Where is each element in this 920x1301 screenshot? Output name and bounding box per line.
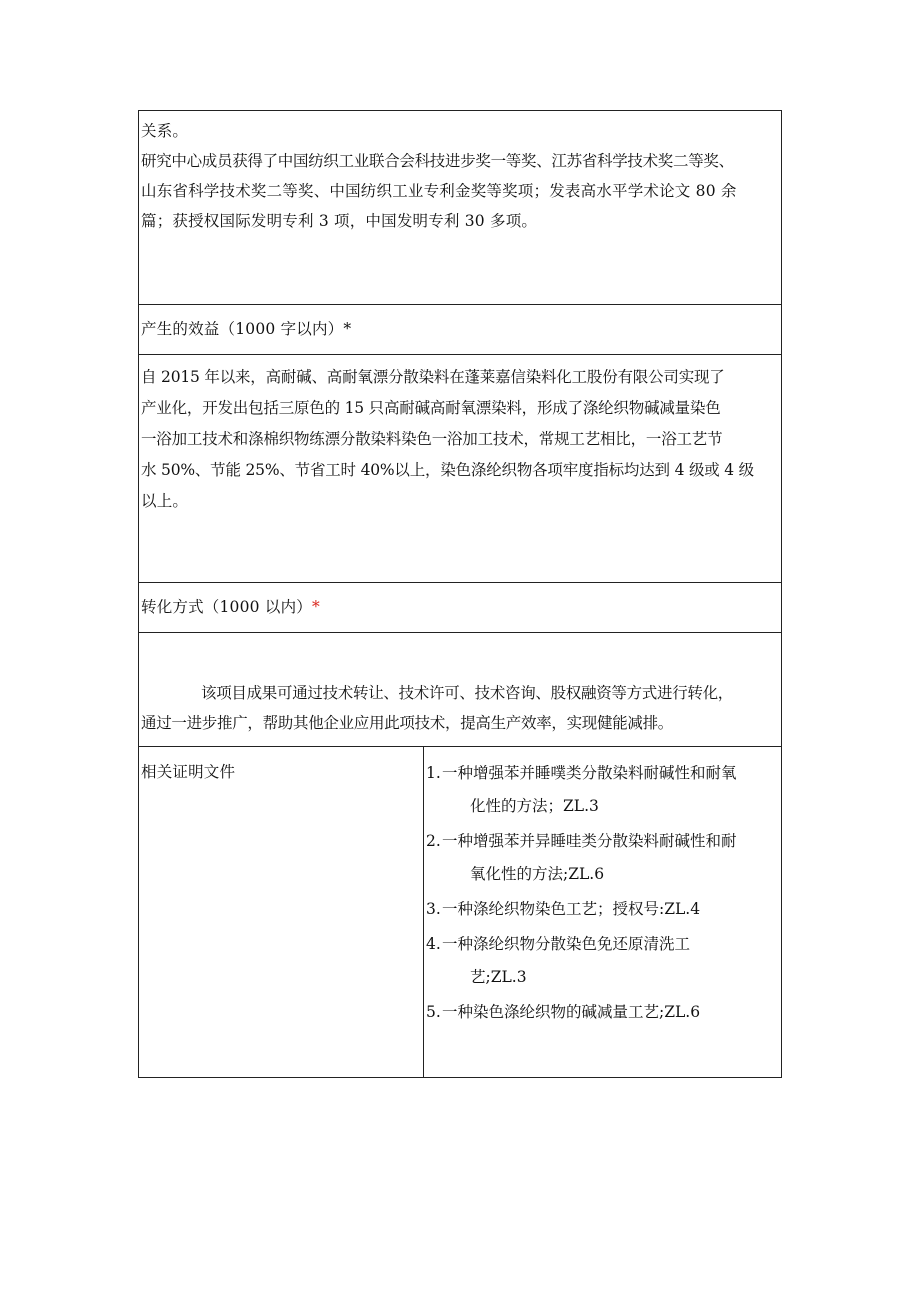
- conversion-body-cell: [139, 633, 782, 747]
- intro-line: 山东省科学技术奖二等奖、中国纺织工业专利金奖等奖项；发表高水平学术论文 80 余: [141, 182, 737, 200]
- document-item: [426, 996, 777, 1029]
- project-form-table: [138, 110, 782, 1078]
- document-number: 5.: [426, 1003, 441, 1021]
- document-title-cont: 化性的方法；ZL.3: [470, 797, 599, 815]
- benefits-line: 自 2015 年以来，高耐碱、高耐氧漂分散染料在蓬莱嘉信染料化工股份有限公司实现了: [141, 368, 725, 386]
- benefits-header-row: [139, 305, 782, 355]
- documents-label: 相关证明文件: [141, 763, 236, 781]
- benefits-line: 一浴加工技术和涤棉织物练漂分散染料染色一浴加工技术，常规工艺相比，一浴工艺节: [141, 430, 723, 448]
- document-number: 4.: [426, 935, 441, 953]
- document-number: 3.: [426, 900, 441, 918]
- document-item: [426, 825, 777, 891]
- required-star: *: [343, 320, 352, 338]
- intro-cell: [139, 111, 782, 305]
- document-title-cont: 艺;ZL.3: [470, 968, 527, 986]
- benefits-body-row: [139, 355, 782, 583]
- conversion-body-row: [139, 633, 782, 747]
- benefits-line: 产业化，开发出包括三原色的 15 只高耐碱高耐氧漂染料，形成了涤纶织物碱减量染色: [141, 399, 721, 417]
- document-title: 一种增强苯并睡噗类分散染料耐碱性和耐氧: [442, 764, 737, 782]
- document-title: 一种染色涤纶织物的碱减量工艺;ZL.6: [442, 1003, 701, 1021]
- document-item: [426, 893, 777, 926]
- documents-label-cell: [139, 747, 424, 1078]
- document-title: 一种涤纶织物分散染色免还原清洗工: [442, 935, 691, 953]
- conversion-header-row: [139, 583, 782, 633]
- document-number: 1.: [426, 764, 441, 782]
- conversion-line: 该项目成果可通过技术转让、技术许可、技术咨询、股权融资等方式进行转化，: [201, 684, 734, 702]
- intro-line: 篇；获授权国际发明专利 3 项，中国发明专利 30 多项。: [141, 212, 538, 230]
- document-title: 一种增强苯并异睡哇类分散染料耐碱性和耐: [442, 832, 737, 850]
- document-number: 2.: [426, 832, 441, 850]
- documents-row: [139, 747, 782, 1078]
- benefits-body-cell: [139, 355, 782, 583]
- benefits-label: 产生的效益（1000 字以内）: [141, 320, 344, 338]
- intro-line: 关系。: [141, 122, 189, 140]
- documents-list-cell: [424, 747, 782, 1078]
- benefits-header-cell: [139, 305, 782, 355]
- conversion-line: 通过一进步推广，帮助其他企业应用此项技术，提高生产效率，实现健能减排。: [141, 714, 674, 732]
- documents-list: [424, 747, 781, 1029]
- required-star: *: [311, 598, 320, 616]
- benefits-line: 以上。: [141, 492, 189, 510]
- benefits-line: 水 50%、节能 25%、节省工时 40%以上，染色涤纶织物各项牢度指标均达到 4 级或 4 级: [141, 461, 754, 479]
- document-title: 一种涤纶织物染色工艺；授权号:ZL.4: [442, 900, 701, 918]
- intro-row: [139, 111, 782, 305]
- conversion-label: 转化方式（1000 以内）: [141, 598, 312, 616]
- document-item: [426, 928, 777, 994]
- document-title-cont: 氧化性的方法;ZL.6: [470, 865, 605, 883]
- intro-line: 研究中心成员获得了中国纺织工业联合会科技进步奖一等奖、江苏省科学技术奖二等奖、: [141, 152, 734, 170]
- conversion-header-cell: [139, 583, 782, 633]
- document-item: [426, 757, 777, 823]
